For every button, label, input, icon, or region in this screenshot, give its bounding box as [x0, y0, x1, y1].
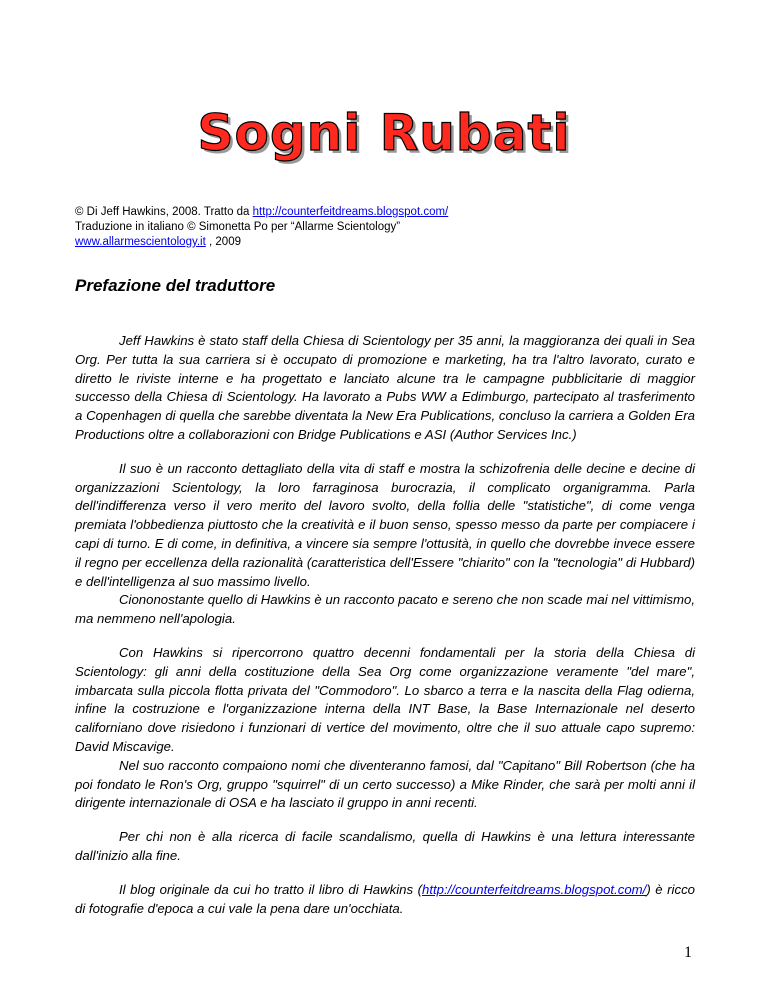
paragraph-1: Jeff Hawkins è stato staff della Chiesa di Scientology per 35 anni, la maggioranza dei quali in Sea Org. Per tutta la sua carriera si è occupato di promozione e marketing, ha tra l'altro lavorato, curato e diretto le riviste interne e ha progettato e lanciato alcune tra le campagne pubblicitarie di maggior successo della Chiesa di Scientology. Ha lavorato a Pubs WW a Edimburgo, partecipato al trasferimento a Copenhagen di quella che sarebbe diventata la New Era Publications, concluso la carriera a Golden Era Productions oltre a collaborazioni con Bridge Publications e ASI (Author Services Inc.): [75, 333, 695, 442]
credits-line-3: [75, 235, 448, 250]
paragraph-3: Ciononostante quello di Hawkins è un racconto pacato e sereno che non scade mai nel vittimismo, ma nemmeno nell'apologia.: [75, 592, 695, 627]
paragraph-5: Nel suo racconto compaiono nomi che diventeranno famosi, dal "Capitano" Bill Robertson (che ha poi fondato le Ron's Org, gruppo "squirrel" di un certo successo) a Mike Rinder, che sarà per molti anni il dirigente internazionale di OSA e ha lasciato il gruppo in anni recenti.: [75, 757, 695, 811]
credits-block: [75, 205, 448, 250]
allarme-scientology-link[interactable]: www.allarmescientology.it: [75, 236, 206, 248]
paragraph-6: Per chi non è alla ricerca di facile scandalismo, quella di Hawkins è una lettura interessante dall'inizio alla fine.: [75, 829, 695, 863]
blog-text-before: Il blog originale da cui ho tratto il libro di Hawkins (: [119, 881, 422, 897]
credits-author-text: © Di Jeff Hawkins, 2008. Tratto da: [75, 206, 253, 218]
document-title: Sogni Rubati: [197, 104, 571, 162]
blog-link[interactable]: http://counterfeitdreams.blogspot.com/: [422, 881, 647, 897]
paragraph-2: Il suo è un racconto dettagliato della vita di staff e mostra la schizofrenia delle decine e decine di organizzazioni Scientology, la loro farraginosa burocrazia, il complicato organigramma. Parla dell'indifferenza verso il vero merito del lavoro svolto, della follia delle "statistiche", di come venga premiata l'obbedienza piuttosto che la creatività e il buon senso, spesso messo da parte per compiacere i capi di turno. E di come, in definitiva, a vincere sia sempre l'ottusità, in quello che dovrebbe invece essere il regno per eccellenza della razionalità (caratteristica dell'Essere "chiarito" con la "tecnologia" di Hubbard) e dell'intelligenza al suo massimo livello.: [75, 460, 695, 589]
credits-line-1: [75, 205, 448, 220]
page-number: 1: [684, 944, 692, 961]
section-heading: Prefazione del traduttore: [75, 276, 276, 295]
source-blog-link[interactable]: http://counterfeitdreams.blogspot.com/: [252, 206, 449, 218]
paragraph-4: Con Hawkins si ripercorrono quattro decenni fondamentali per la storia della Chiesa di Scientology: gli anni della costituzione della Sea Org come organizzazione veramente "del mare", imbarcata sulla piccola flotta privata del "Commodoro". Lo sbarco a terra e la nascita della Flag odierna, infine la costruzione e l'organizzazione interna della INT Base, la Base Internazionale nel deserto californiano dove risiedono i funzionari di vertice del movimento, oltre che il suo attuale capo supremo: David Miscavige.: [75, 644, 695, 754]
credits-year-text: , 2009: [205, 236, 241, 248]
blog-text-after: ) è ricco di fotografie d'epoca a cui vale la pena dare un'occhiata.: [75, 881, 695, 916]
body-text: [75, 332, 695, 933]
credits-line-2: Traduzione in italiano © Simonetta Po per “Allarme Scientology”: [75, 221, 401, 233]
paragraph-blog: [75, 881, 695, 919]
